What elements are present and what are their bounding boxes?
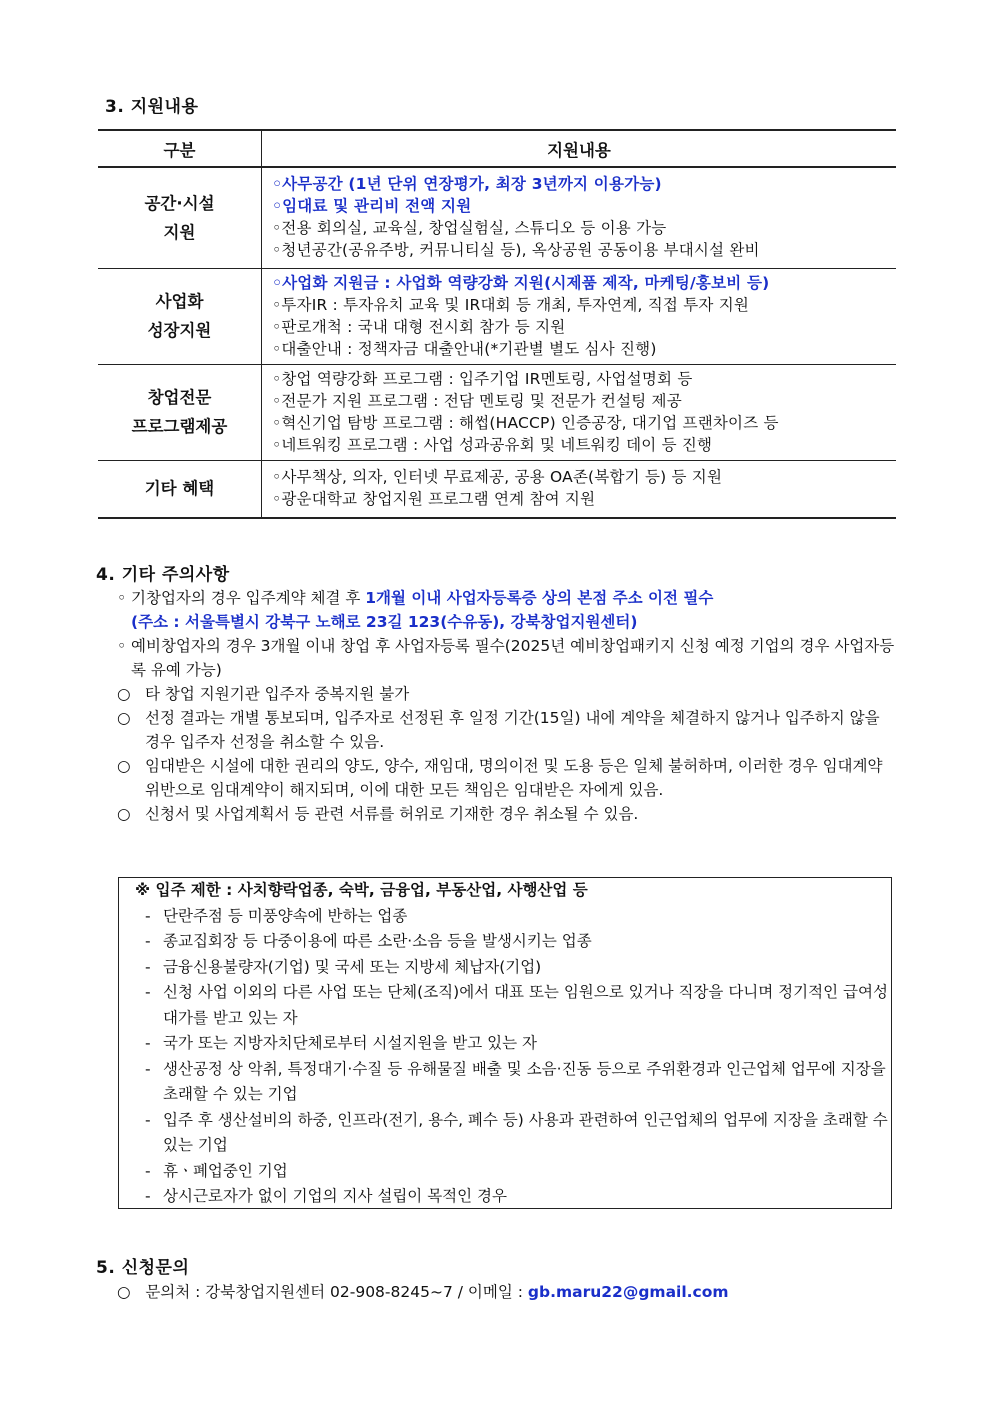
category-line: 기타 혜택 — [144, 479, 215, 499]
content-item: ◦창업 역량강화 프로그램 : 입주기업 IR멘토링, 사업설명회 등 — [272, 369, 693, 388]
note-text — [145, 706, 899, 754]
restriction-text: 휴ㆍ폐업중인 기업 — [163, 1161, 288, 1180]
note-part: 신청서 및 사업계획서 등 관련 서류를 허위로 기재한 경우 취소될 수 있음. — [145, 805, 639, 823]
content-item: ◦사무책상, 의자, 인터넷 무료제공, 공용 OA존(복합기 등) 등 지원 — [272, 468, 723, 487]
row-content — [262, 460, 897, 518]
note-marker: ○ — [117, 757, 131, 775]
row-category — [98, 364, 262, 460]
content-item: ◦임대료 및 관리비 전액 지원 — [272, 197, 472, 216]
category-line: 성장지원 — [147, 321, 212, 340]
contact-marker: ○ — [117, 1283, 131, 1301]
note-text — [131, 586, 899, 610]
restriction-title: ※ 입주 제한 : 사치향락업종, 숙박, 금융업, 부동산업, 사행산업 등 — [135, 881, 588, 899]
note-part: 예비창업자의 경우 3개월 이내 창업 후 사업자등록 필수(2025년 예비창업패키지 신청 예정 기업의 경우 사업자등록 유예 가능) — [131, 637, 895, 679]
content-item: ◦대출안내 : 정책자금 대출안내(*기관별 별도 심사 진행) — [272, 339, 657, 358]
category-line: 프로그램제공 — [131, 417, 228, 436]
support-table — [98, 129, 896, 519]
note-marker: ◦ — [117, 637, 127, 655]
note-item — [117, 802, 899, 826]
row-category — [98, 460, 262, 518]
category-line: 공간·시설 — [144, 193, 215, 213]
note-text — [145, 802, 899, 826]
restriction-text: 단란주점 등 미풍양속에 반하는 업종 — [163, 906, 408, 925]
section3-title: 3. 지원내용 — [105, 97, 199, 117]
note-part: 타 창업 지원기관 입주자 중복지원 불가 — [145, 685, 410, 703]
content-item: ◦사무공간 (1년 단위 연장평가, 최장 3년까지 이용가능) — [272, 175, 662, 194]
note-part: 1개월 이내 사업자등록증 상의 본점 주소 이전 필수 — [365, 589, 714, 607]
support-table-body — [98, 167, 896, 518]
restriction-text: 금융신용불량자(기업) 및 국세 또는 지방세 체납자(기업) — [163, 957, 542, 976]
dash-marker: - — [145, 906, 151, 925]
note-part: 선정 결과는 개별 통보되며, 입주자로 선정된 후 일정 기간(15일) 내에 계약을 체결하지 않거나 입주하지 않을 경우 입주자 선정을 취소할 수 있음. — [145, 709, 880, 751]
note-marker: ◦ — [117, 589, 127, 607]
note-text — [131, 634, 899, 682]
row-content — [262, 364, 897, 460]
content-item: ◦판로개척 : 국내 대형 전시회 참가 등 지원 — [272, 317, 566, 336]
note-text — [145, 682, 899, 706]
content-item: ◦투자IR : 투자유치 교육 및 IR대회 등 개최, 투자연계, 직접 투자 지원 — [272, 295, 750, 314]
note-marker: ○ — [117, 805, 131, 823]
note-item — [117, 706, 899, 754]
table-row — [98, 460, 896, 518]
restriction-text: 상시근로자가 없이 기업의 지사 설립이 목적인 경우 — [163, 1187, 507, 1205]
restriction-item — [119, 980, 891, 1031]
restriction-list — [119, 904, 891, 1210]
header-content: 지원내용 — [262, 130, 897, 167]
note-part: 임대받은 시설에 대한 권리의 양도, 양수, 재임대, 명의이전 및 도용 등은 일체 불허하며, 이러한 경우 임대계약 위반으로 임대계약이 해지되며, 이에 대한 모든 책임은 임대받은 자에게 있음. — [145, 757, 883, 799]
content-item: ◦사업화 지원금 : 사업화 역량강화 지원(시제품 제작, 마케팅/홍보비 등) — [272, 273, 770, 292]
restriction-item — [119, 1031, 891, 1057]
table-row — [98, 364, 896, 460]
notes-list — [117, 586, 899, 826]
note-item — [117, 682, 899, 706]
note-item — [117, 586, 899, 634]
content-item: ◦전용 회의실, 교육실, 창업실험실, 스튜디오 등 이용 가능 — [272, 219, 667, 238]
note-continuation: (주소 : 서울특별시 강북구 노해로 23길 123(수유동), 강북창업지원센터) — [131, 613, 638, 631]
contact-email-link[interactable]: gb.maru22@gmail.com — [527, 1283, 729, 1301]
restriction-item — [119, 929, 891, 955]
row-content — [262, 268, 897, 364]
dash-marker: - — [145, 983, 151, 1001]
category-line: 지원 — [163, 222, 196, 242]
dash-marker: - — [145, 1059, 151, 1078]
note-marker: ○ — [117, 709, 131, 727]
content-item: ◦네트워킹 프로그램 : 사업 성과공유회 및 네트워킹 데이 등 진행 — [272, 435, 713, 454]
header-category: 구분 — [98, 130, 262, 167]
row-content — [262, 167, 897, 268]
content-item: ◦혁신기업 탐방 프로그램 : 해썹(HACCP) 인증공장, 대기업 프랜차이즈 등 — [272, 413, 779, 432]
dash-marker: - — [145, 1110, 151, 1129]
restriction-item — [119, 904, 891, 930]
restriction-item — [119, 1108, 891, 1159]
restriction-text: 종교집회장 등 다중이용에 따른 소란·소음 등을 발생시키는 업종 — [163, 932, 592, 950]
row-category — [98, 268, 262, 364]
dash-marker: - — [145, 1161, 151, 1180]
restriction-item — [119, 1184, 891, 1210]
table-row — [98, 268, 896, 364]
table-row — [98, 167, 896, 268]
dash-marker: - — [145, 957, 151, 976]
restriction-text: 국가 또는 지방자치단체로부터 시설지원을 받고 있는 자 — [163, 1034, 537, 1052]
note-text — [145, 754, 899, 802]
section5-title: 5. 신청문의 — [96, 1258, 190, 1278]
note-marker: ○ — [117, 685, 131, 703]
note-item — [117, 754, 899, 802]
category-line: 창업전문 — [147, 388, 212, 407]
restriction-item — [119, 1057, 891, 1108]
dash-marker: - — [145, 1034, 151, 1052]
content-item: ◦전문가 지원 프로그램 : 전담 멘토링 및 전문가 컨설팅 제공 — [272, 391, 682, 410]
category-line: 사업화 — [155, 292, 204, 311]
content-item: ◦광운대학교 창업지원 프로그램 연계 참여 지원 — [272, 490, 596, 509]
note-part: 기창업자의 경우 입주계약 체결 후 — [131, 589, 366, 607]
dash-marker: - — [145, 1187, 151, 1205]
note-item — [117, 634, 899, 682]
restriction-text: 생산공정 상 악취, 특정대기·수질 등 유해물질 배출 및 소음·진동 등으로 주위환경과 인근업체 업무에 지장을 초래할 수 있는 기업 — [163, 1059, 886, 1103]
contact-line — [117, 1280, 729, 1304]
restriction-item — [119, 1159, 891, 1185]
table-header-row — [98, 130, 896, 167]
restriction-box — [118, 877, 892, 1209]
content-item: ◦청년공간(공유주방, 커뮤니티실 등), 옥상공원 공동이용 부대시설 완비 — [272, 241, 760, 260]
dash-marker: - — [145, 932, 151, 950]
section4-title: 4. 기타 주의사항 — [96, 565, 230, 585]
row-category — [98, 167, 262, 268]
restriction-item — [119, 955, 891, 981]
contact-text: 문의처 : 강북창업지원센터 02-908-8245~7 / 이메일 : — [145, 1283, 528, 1301]
restriction-text: 입주 후 생산설비의 하중, 인프라(전기, 용수, 폐수 등) 사용과 관련하여 인근업체의 업무에 지장을 초래할 수 있는 기업 — [163, 1110, 888, 1154]
restriction-text: 신청 사업 이외의 다른 사업 또는 단체(조직)에서 대표 또는 임원으로 있거나 직장을 다니며 정기적인 급여성 대가를 받고 있는 자 — [163, 983, 888, 1027]
